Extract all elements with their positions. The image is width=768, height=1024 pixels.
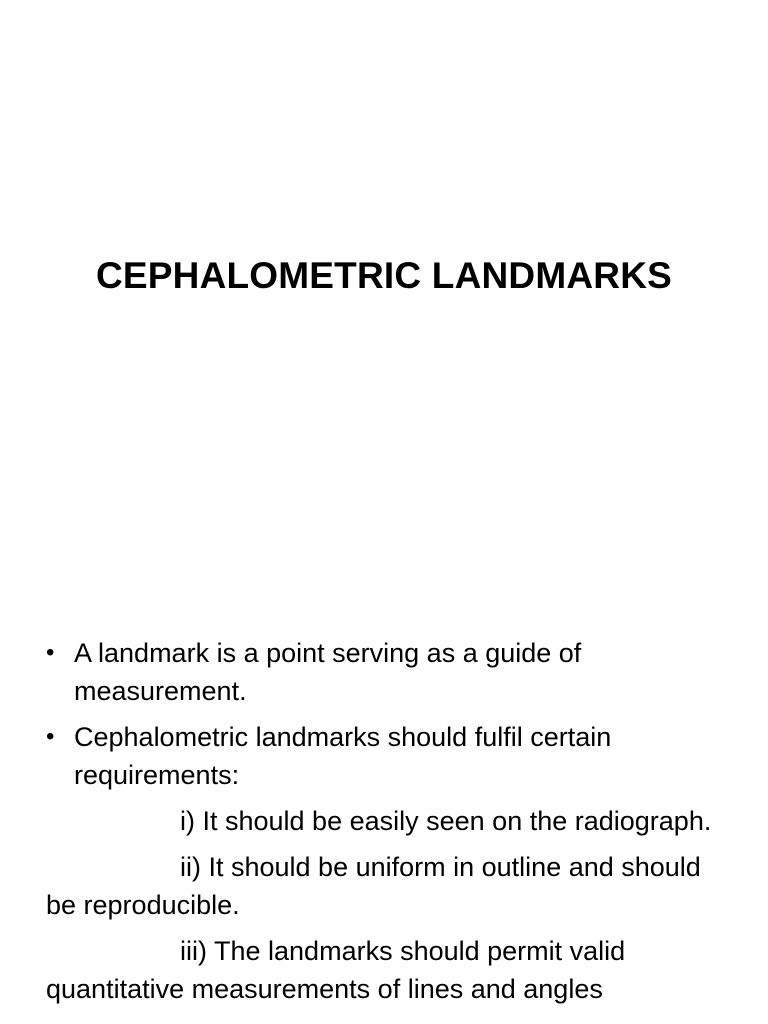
slide-title: CEPHALOMETRIC LANDMARKS xyxy=(95,255,673,296)
requirement-item: i) It should be easily seen on the radiograph. xyxy=(180,806,712,836)
bullet-item xyxy=(46,634,736,710)
requirement-item: iii) The landmarks should permit valid quantitative measurements of lines and angles xyxy=(46,936,626,1004)
bullet-text: A landmark is a point serving as a guide of measurement. xyxy=(74,638,582,706)
bullet-dot-icon: • xyxy=(46,639,55,666)
bullet-item xyxy=(46,718,736,794)
bullet-dot-icon: • xyxy=(46,723,55,750)
bullet-text: Cephalometric landmarks should fulfil certain requirements: xyxy=(74,722,612,790)
slide-body xyxy=(46,634,736,1016)
requirement-item: ii) It should be uniform in outline and should be reproducible. xyxy=(46,852,701,920)
